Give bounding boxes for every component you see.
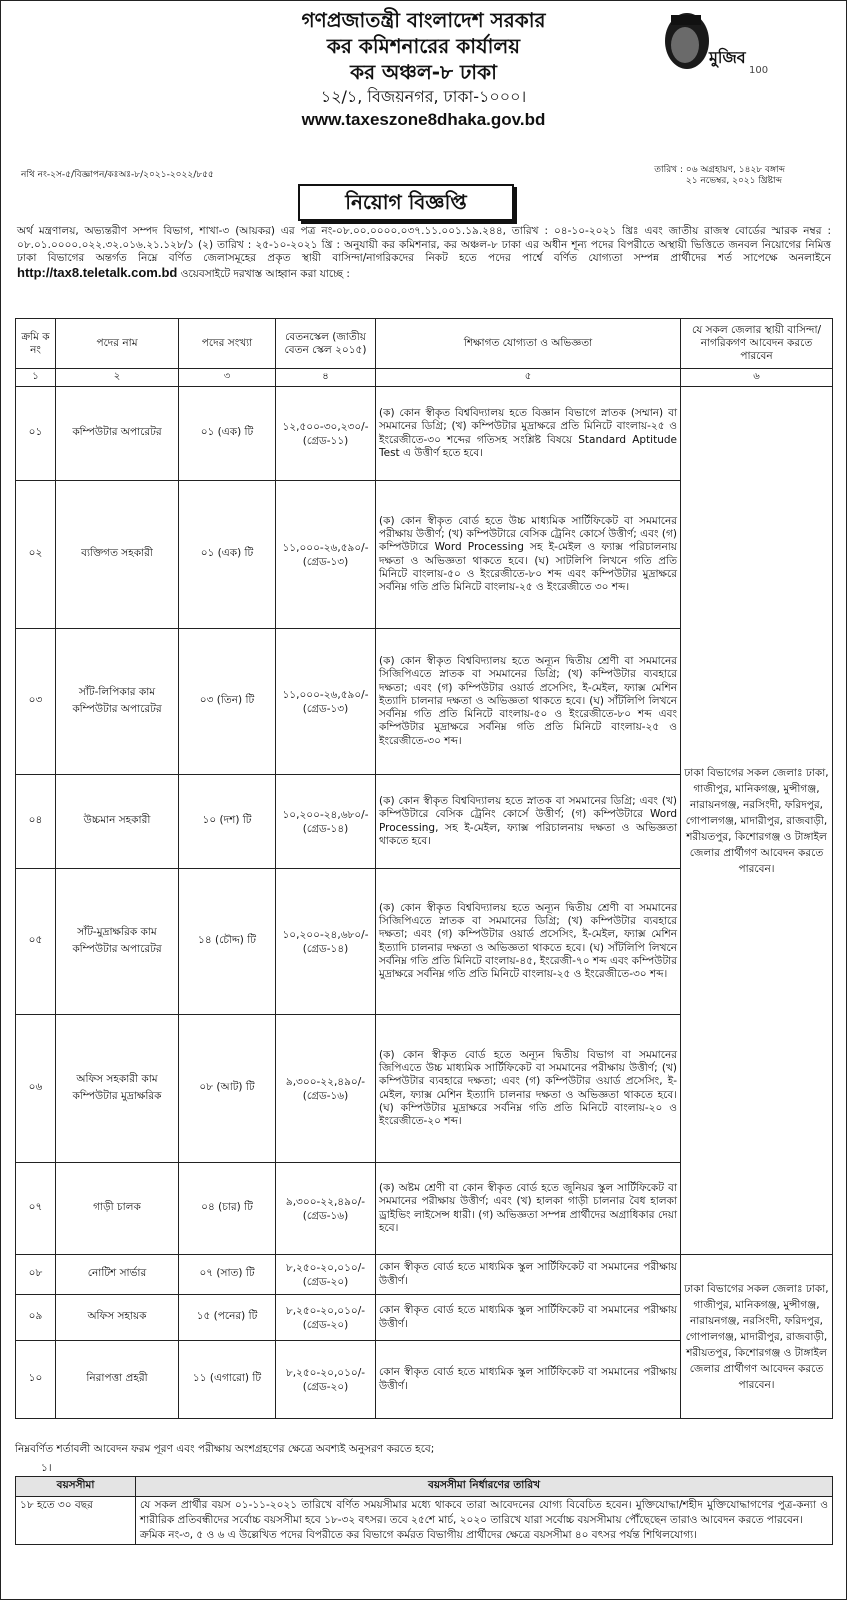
intro-text: অর্থ মন্ত্রণালয়, অভ্যন্তরীণ সম্পদ বিভাগ, শাখা-৩ (আয়কর) এর পত্র নং-০৮.০০.০০০০.০৩৭.১১.০০১.১৯.২৪৪, তারিখ : ০৪-১০-২০২১ খ্রিঃ এবং জাতীয় রাজস্ব বোর্ডের স্মারক নম্বর : ০৮.০১.০০০০.০২২.৩২.০১৬.২১.১২৮/১ (২) তারিখ : ২৫-১০-২০২১ খ্রি : অনুযায়ী কর কমিশনার, কর অঞ্চল-৮ ঢাকা এর অধীন শূন্য পদের বিপরীতে অস্থায়ী ভিত্তিতে জনবল নিয়োগের নিমিত্ত ঢাকা বিভাগের অন্তর্গত নিম্নে বর্ণিত জেলাসমূহের প্রকৃত স্থায়ী বাসিন্দা/নাগরিকদের নিকট হতে পদের পার্শ্বে বর্ণিত যোগ্যতা সম্পন্ন প্রার্থীদের শর্ত সাপেক্ষে অনলাইনে	[17, 225, 831, 264]
table-row	[16, 387, 833, 481]
salary-grade: (গ্রেড-১৬)	[302, 1089, 349, 1102]
portrait-face	[671, 27, 699, 63]
districts-group-1: ঢাকা বিভাগের সকল জেলাঃ ঢাকা, গাজীপুর, মানিকগঞ্জ, মুন্সীগঞ্জ, নারায়নগঞ্জ, নরসিংদী, ফরিদপুর, গোপালগঞ্জ, মাদারীপুর, রাজবাড়ী, শরীয়তপুর, কিশোরগঞ্জ ও টাঙ্গাইল জেলার প্রার্থীগণ আবেদন করতে পারবেন।	[681, 387, 833, 1255]
row-count: ০১ (এক) টি	[179, 387, 276, 481]
date-english: ২১ নভেম্বর, ২০২১ খ্রিষ্টাব্দ	[685, 176, 782, 186]
logo-lettering: মুজিব	[709, 48, 746, 67]
row-salary	[276, 1015, 376, 1163]
col-num: ২	[56, 369, 179, 387]
row-post: ব্যক্তিগত সহকারী	[56, 481, 179, 629]
row-count: ১১ (এগারো) টি	[179, 1341, 276, 1419]
row-qualification: (ক) কোন স্বীকৃত বোর্ড হতে উচ্চ মাধ্যমিক সার্টিফিকেট বা সমমানের পরীক্ষায় উত্তীর্ণ; (খ) কম্পিউটারে বেসিক ট্রেনিং কোর্সে উত্তীর্ণ; এবং (গ) কম্পিউটারে Word Processing সহ ই-মেইল ও ফ্যাক্স পরিচালনায় দক্ষতা ও অভিজ্ঞতা থাকতে হবে। (ঘ) সাটলিপি লিখনে গতি প্রতি মিনিটে বাংলায়-৫০ ও ইংরেজীতে-৮০ শব্দ এবং কম্পিউটার মুদ্রাক্ষরে সর্বনিম্ন গতি প্রতি মিনিটে বাংলায়-২৫ ও ইংরেজীতে ৩০ শব্দ।	[376, 481, 681, 629]
salary-grade: (গ্রেড-২০)	[302, 1275, 349, 1288]
row-salary	[276, 1255, 376, 1295]
col-num: ৫	[376, 369, 681, 387]
header-salary: বেতনস্কেল (জাতীয় বেতন স্কেল ২০১৫)	[276, 319, 376, 369]
salary-grade: (গ্রেড-১৪)	[302, 942, 349, 955]
age-limit-table	[15, 1476, 833, 1545]
table-row	[16, 1255, 833, 1295]
row-serial: ০২	[16, 481, 56, 629]
salary-grade: (গ্রেড-১৩)	[302, 555, 349, 568]
row-post: নিরাপত্তা প্রহরী	[56, 1341, 179, 1419]
row-qualification: (ক) কোন স্বীকৃত বিশ্ববিদ্যালয় হতে অন্যূন দ্বিতীয় শ্রেণী বা সমমানের সিজিপিএতে স্নাতক বা সমমানের ডিগ্রি; (খ) কম্পিউটার ব্যবহারে দক্ষতা; এবং (গ) কম্পিউটার ওয়ার্ড প্রসেসিং, ই-মেইল, ফ্যাক্স মেশিন ইত্যাদি চালনার দক্ষতা ও অভিজ্ঞতা থাকতে হবে। (ঘ) সাঁটলিপি লিখনে সর্বনিম্ন গতি প্রতি মিনিটে বাংলায়-৪৫, ইংরেজী-৭০ শব্দ এবং কম্পিউটার মুদ্রাক্ষরে সর্বনিম্ন গতি প্রতি মিনিটে বাংলায়-২৫ ও ইংরেজীতে-৩০ শব্দ।	[376, 869, 681, 1015]
age-table-row	[16, 1497, 833, 1545]
date-bangla: ০৬ অগ্রহায়ণ, ১৪২৮ বঙ্গাব্দ	[685, 165, 785, 175]
districts-group-2: ঢাকা বিভাগের সকল জেলাঃ ঢাকা, গাজীপুর, মানিকগঞ্জ, মুন্সীগঞ্জ, নারায়নগঞ্জ, নরসিংদী, ফরিদপুর, গোপালগঞ্জ, মাদারীপুর, রাজবাড়ী, শরীয়তপুর, কিশোরগঞ্জ ও টাঙ্গাইল জেলার প্রার্থীগণ আবেদন করতে পারবেন।	[681, 1255, 833, 1419]
col-num: ৬	[681, 369, 833, 387]
header-districts: যে সকল জেলার স্থায়ী বাসিন্দা/নাগরিকগণ আবেদন করতে পারবেন	[681, 319, 833, 369]
row-salary	[276, 481, 376, 629]
page-title: নিয়োগ বিজ্ঞপ্তি	[298, 184, 514, 221]
row-salary	[276, 1295, 376, 1341]
office-name: কর কমিশনারের কার্যালয়	[326, 34, 521, 58]
conditions-note: নিম্নবর্ণিত শর্তাবলী আবেদন ফরম পূরণ এবং পরীক্ষায় অংশগ্রহণের ক্ষেত্রে অবশ্যই অনুসরণ করতে হবে;	[15, 1443, 435, 1455]
row-post: গাড়ী চালক	[56, 1163, 179, 1255]
row-count: ১৫ (পনের) টি	[179, 1295, 276, 1341]
intro-link-suffix: ওয়েবসাইটে দরখাস্ত আহ্বান করা যাচ্ছে :	[177, 267, 350, 280]
salary-grade: (গ্রেড-১১)	[302, 434, 349, 447]
row-salary	[276, 775, 376, 869]
col-num: ৪	[276, 369, 376, 387]
row-qualification: কোন স্বীকৃত বোর্ড হতে মাধ্যমিক স্কুল সার্টিফিকেট বা সমমানের পরীক্ষায় উত্তীর্ণ।	[376, 1341, 681, 1419]
row-qualification: কোন স্বীকৃত বোর্ড হতে মাধ্যমিক স্কুল সার্টিফিকেট বা সমমানের পরীক্ষায় উত্তীর্ণ।	[376, 1295, 681, 1341]
row-serial: ০৭	[16, 1163, 56, 1255]
salary-range: ১১,০০০-২৬,৫৯০/-	[282, 541, 369, 554]
row-count: ০৩ (তিন) টি	[179, 629, 276, 775]
row-qualification: (ক) কোন স্বীকৃত বোর্ড হতে অন্যূন দ্বিতীয় বিভাগ বা সমমানের জিপিএতে উচ্চ মাধ্যমিক সার্টিফিকেট বা সমমানের পরীক্ষায় উত্তীর্ণ; (খ) কম্পিউটার ব্যবহারে দক্ষতা; এবং (গ) কম্পিউটার ওয়ার্ড প্রসেসিং, ই-মেইল, ফ্যাক্স মেশিন ইত্যাদি চালনার দক্ষতা ও অভিজ্ঞতা থাকতে হবে। (ঘ) কম্পিউটার মুদ্রাক্ষরে সর্বনিম্ন গতি প্রতি মিনিটে বাংলায়-২০ ও ইংরেজীতে-২০ শব্দ।	[376, 1015, 681, 1163]
row-serial: ০৬	[16, 1015, 56, 1163]
row-count: ০৭ (সাত) টি	[179, 1255, 276, 1295]
age-table-header	[16, 1477, 833, 1497]
row-qualification: (ক) কোন স্বীকৃত বিশ্ববিদ্যালয় হতে স্নাতক বা সমমানের ডিগ্রি; এবং (খ) কম্পিউটারে বেসিক ট্রেনিং কোর্সে উত্তীর্ণ; (গ) কম্পিউটারে Word Processing, সহ ই-মেইল, ফ্যাক্স পরিচালনায় দক্ষতা ও অভিজ্ঞতা থাকতে হবে।	[376, 775, 681, 869]
website-link[interactable]: www.taxeszone8dhaka.gov.bd	[301, 110, 546, 129]
salary-grade: (গ্রেড-২০)	[302, 1380, 349, 1393]
row-qualification: কোন স্বীকৃত বোর্ড হতে মাধ্যমিক স্কুল সার্টিফিকেট বা সমমানের পরীক্ষায় উত্তীর্ণ।	[376, 1255, 681, 1295]
row-post: সাঁট-মুদ্রাক্ষরিক কাম কম্পিউটার অপারেটর	[56, 869, 179, 1015]
row-count: ০৮ (আট) টি	[179, 1015, 276, 1163]
table-header-row	[16, 319, 833, 369]
row-salary	[276, 1341, 376, 1419]
header-count: পদের সংখ্যা	[179, 319, 276, 369]
government-name: গণপ্রজাতন্ত্রী বাংলাদেশ সরকার	[301, 8, 546, 32]
logo-lettering-100: 100	[749, 65, 769, 76]
zone-name: কর অঞ্চল-৮ ঢাকা	[350, 60, 497, 84]
row-serial: ০১	[16, 387, 56, 481]
row-serial: ০৫	[16, 869, 56, 1015]
row-post: অফিস সহকারী কাম কম্পিউটার মুদ্রাক্ষরিক	[56, 1015, 179, 1163]
row-serial: ০৮	[16, 1255, 56, 1295]
age-rule-1: যে সকল প্রার্থীর বয়স ০১-১১-২০২১ তারিখে বর্ণিত সময়সীমার মধ্যে থাকবে তারা আবেদনের যোগ্য বিবেচিত হবেন। মুক্তিযোদ্ধা/শহীদ মুক্তিযোদ্ধাগণের পুত্র-কন্যা ও শারীরিক প্রতিবন্ধীদের সর্বোচ্চ বয়সসীমা হবে ১৮-৩২ বৎসর। তবে ২৫শে মার্চ, ২০২০ তারিখে যারা সর্বোচ্চ বয়সসীমায় পৌঁছেছেন তারাও আবেদন করতে পারবেন।	[140, 1499, 828, 1526]
row-count: ১৪ (চৌদ্দ) টি	[179, 869, 276, 1015]
salary-range: ৮,২৫০-২০,০১০/-	[285, 1366, 366, 1379]
row-serial: ০৯	[16, 1295, 56, 1341]
row-post: উচ্চমান সহকারী	[56, 775, 179, 869]
salary-grade: (গ্রেড-১৬)	[302, 1209, 349, 1222]
row-serial: ১০	[16, 1341, 56, 1419]
row-count: ০১ (এক) টি	[179, 481, 276, 629]
vacancy-table	[15, 318, 833, 1419]
age-rule-2: ক্রমিক নং-৩, ৫ ও ৬ এ উল্লেখিত পদের বিপরীতে কর বিভাগে কর্মরত বিভাগীয় প্রার্থীদের ক্ষেত্রে বয়সসীমা ৪০ বৎসর পর্যন্ত শিথিলযোগ্য।	[140, 1529, 697, 1541]
row-post: সাঁট-লিপিকার কাম কম্পিউটার অপারেটর	[56, 629, 179, 775]
row-serial: ০৪	[16, 775, 56, 869]
header-post: পদের নাম	[56, 319, 179, 369]
salary-grade: (গ্রেড-২০)	[302, 1318, 349, 1331]
application-link[interactable]: http://tax8.teletalk.com.bd	[17, 264, 178, 280]
row-salary	[276, 869, 376, 1015]
row-qualification: (ক) কোন স্বীকৃত বিশ্ববিদ্যালয় হতে বিজ্ঞান বিভাগে স্নাতক (সম্মান) বা সমমানের ডিগ্রি; (খ) কম্পিউটার মুদ্রাক্ষরে প্রতি মিনিটে বাংলায়-২৫ ও ইংরেজীতে-৩০ শব্দের গতিসহ সংশ্লিষ্ট বিষয়ে Standard Aptitude Test এ উত্তীর্ণ হতে হবে।	[376, 387, 681, 481]
row-post: কম্পিউটার অপারেটর	[56, 387, 179, 481]
date-label: তারিখ :	[654, 165, 683, 175]
row-post: নোটিশ সার্ভার	[56, 1255, 179, 1295]
row-salary	[276, 1163, 376, 1255]
salary-range: ১০,২০০-২৪,৬৮০/-	[282, 808, 369, 821]
age-header-date: বয়সসীমা নির্ধারণের তারিখ	[136, 1477, 833, 1497]
salary-range: ৮,২৫০-২০,০১০/-	[285, 1261, 366, 1274]
office-address: ১২/১, বিজয়নগর, ঢাকা-১০০০।	[320, 87, 527, 106]
row-qualification: (ক) কোন স্বীকৃত বিশ্ববিদ্যালয় হতে অন্যূন দ্বিতীয় শ্রেণী বা সমমানের সিজিপিএতে স্নাতক বা সমমানের ডিগ্রি; (খ) কম্পিউটার ব্যবহারে দক্ষতা; এবং (গ) কম্পিউটার ওয়ার্ড প্রসেসিং, ই-মেইল, ফ্যাক্স মেশিন ইত্যাদি চালনার দক্ষতা ও অভিজ্ঞতা থাকতে হবে। (ঘ) সাঁটলিপি লিখনে সর্বনিম্ন গতি প্রতি মিনিটে বাংলায়-৫০ ও ইংরেজীতে-৮০ শব্দ এবং কম্পিউটার মুদ্রাক্ষরে সর্বনিম্ন গতি প্রতি মিনিটে বাংলায়-২৫ ও ইংরেজীতে-৩০ শব্দ।	[376, 629, 681, 775]
salary-range: ৯,৩০০-২২,৪৯০/-	[285, 1195, 366, 1208]
portrait-hair	[671, 15, 701, 25]
row-post: অফিস সহায়ক	[56, 1295, 179, 1341]
salary-range: ৯,৩০০-২২,৪৯০/-	[285, 1075, 366, 1088]
salary-grade: (গ্রেড-১৪)	[302, 822, 349, 835]
age-header-limit: বয়সসীমা	[16, 1477, 136, 1497]
column-number-row	[16, 369, 833, 387]
age-range: ১৮ হতে ৩০ বছর	[16, 1497, 136, 1545]
age-details	[136, 1497, 833, 1545]
row-salary	[276, 387, 376, 481]
memo-number: নথি নং-২স-৫/বিজ্ঞাপন/কঃঅঃ-৮/২০২১-২০২২/৮৫৫	[21, 170, 214, 180]
col-num: ৩	[179, 369, 276, 387]
salary-range: ১১,০০০-২৬,৫৯০/-	[282, 688, 369, 701]
row-qualification: (ক) অষ্টম শ্রেণী বা কোন স্বীকৃত বোর্ড হতে জুনিয়র স্কুল সার্টিফিকেট বা সমমানের পরীক্ষায় উত্তীর্ণ; এবং (খ) হালকা গাড়ী চালনার বৈধ হালকা ড্রাইভিং লাইসেন্স ধারী। (গ) অভিজ্ঞতা সম্পন্ন প্রার্থীদের অগ্রাধিকার দেয়া হবে।	[376, 1163, 681, 1255]
row-salary	[276, 629, 376, 775]
salary-range: ১২,৫০০-৩০,২৩০/-	[282, 420, 369, 433]
row-count: ১০ (দশ) টি	[179, 775, 276, 869]
header-qualification: শিক্ষাগত যোগ্যতা ও অভিজ্ঞতা	[376, 319, 681, 369]
salary-range: ১০,২০০-২৪,৬৮০/-	[282, 928, 369, 941]
salary-grade: (গ্রেড-১৩)	[302, 702, 349, 715]
row-serial: ০৩	[16, 629, 56, 775]
intro-paragraph	[17, 225, 831, 281]
col-num: ১	[16, 369, 56, 387]
mujib-centenary-logo	[649, 7, 775, 79]
date-block	[637, 165, 785, 187]
row-count: ০৪ (চার) টি	[179, 1163, 276, 1255]
salary-range: ৮,২৫০-২০,০১০/-	[285, 1304, 366, 1317]
section-number: ১।	[41, 1462, 52, 1474]
header-serial: ক্রমি ক নং	[16, 319, 56, 369]
